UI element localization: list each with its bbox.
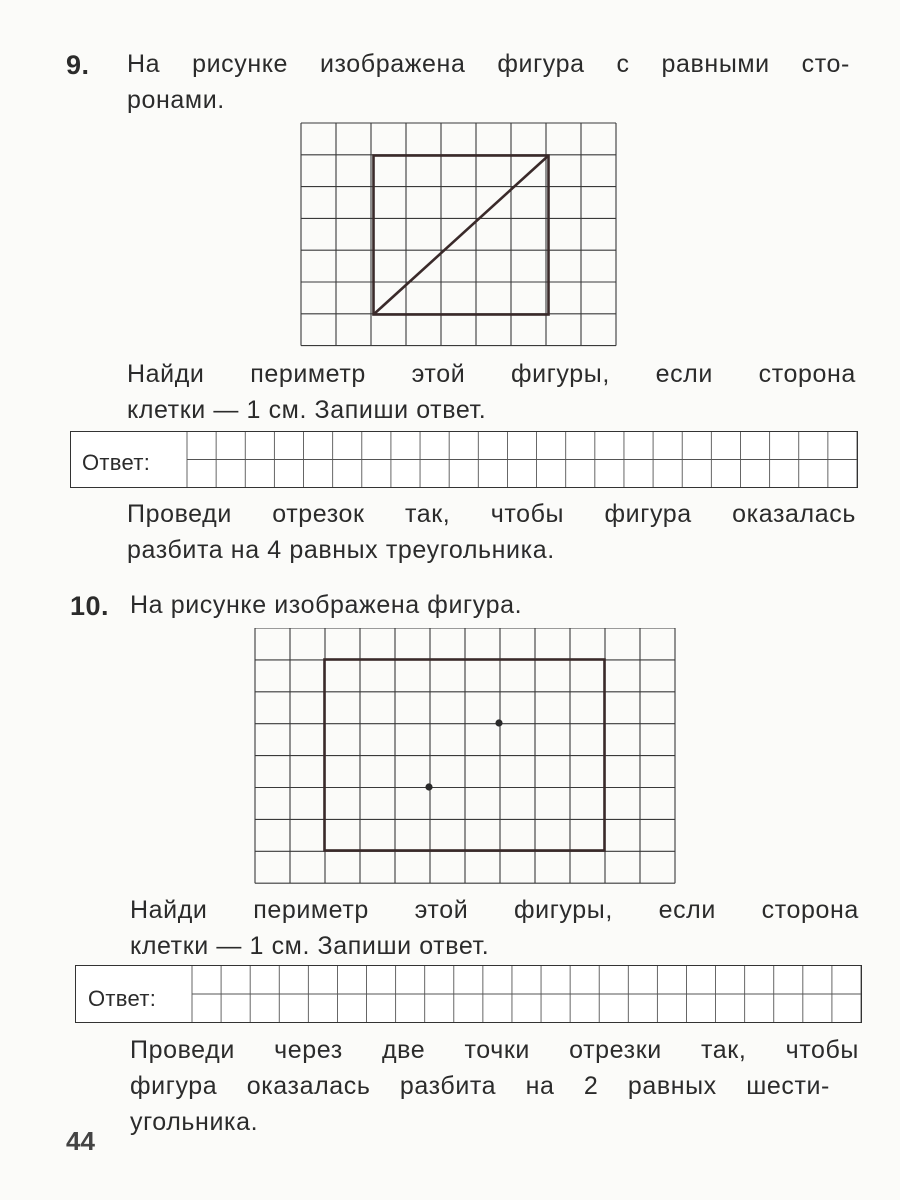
page-number: 44 [66, 1126, 95, 1156]
task10-point-lower [425, 783, 432, 790]
word: чтобы [785, 1036, 859, 1064]
word: отрезок [272, 500, 365, 528]
word: оказалась [732, 500, 856, 528]
task9-instruction-line1 [127, 500, 856, 529]
task9-question-line1 [127, 360, 856, 389]
task9-number: 9. [66, 50, 90, 80]
task9-intro-line1 [127, 50, 850, 79]
word: разбита [399, 1072, 497, 1100]
word: Проведи [130, 1036, 235, 1064]
word: две [381, 1036, 426, 1064]
word: сторона [761, 896, 859, 924]
word: изображена [319, 50, 466, 78]
word: точки [464, 1036, 530, 1064]
word: рисунке [192, 50, 289, 78]
task10-grid-figure [254, 628, 676, 884]
word: этой [411, 360, 466, 388]
task10-answer-label: Ответ: [88, 986, 157, 1011]
word: с [616, 50, 630, 78]
word: Проведи [127, 500, 232, 528]
task10-answer-cells[interactable] [76, 966, 861, 1022]
word: Найди [130, 896, 208, 924]
word: этой [414, 896, 469, 924]
task10-question-line2: клетки — 1 см. Запиши ответ. [130, 932, 490, 960]
task9-answer-box[interactable] [70, 431, 858, 488]
word: 2 [583, 1072, 599, 1100]
word: отрезки [569, 1036, 662, 1064]
task9-instruction-line2: разбита на 4 равных треугольника. [127, 536, 555, 564]
task10-point-upper [495, 719, 502, 726]
task9-answer-label: Ответ: [82, 450, 151, 475]
word: так, [404, 500, 451, 528]
word: сторона [758, 360, 856, 388]
task10-number: 10. [70, 591, 110, 621]
word: периметр [253, 896, 369, 924]
word: фигуры, [513, 896, 613, 924]
task10-instruction-line3: угольника. [130, 1108, 259, 1136]
task9-question-line2: клетки — 1 см. Запиши ответ. [127, 396, 487, 424]
word: На [127, 50, 161, 78]
word: оказалась [246, 1072, 371, 1100]
word: фигура [604, 500, 692, 528]
word: через [274, 1036, 343, 1064]
task10-grid-lines [255, 628, 675, 883]
task9-intro-line2: ронами. [127, 86, 225, 114]
word: на [525, 1072, 555, 1100]
word: сто- [801, 50, 850, 78]
word: если [658, 896, 716, 924]
task10-answer-box[interactable] [75, 965, 862, 1023]
word: равными [661, 50, 770, 78]
task9-answer-cells[interactable] [71, 432, 857, 487]
word: периметр [250, 360, 366, 388]
task10-intro: На рисунке изображена фигура. [130, 591, 523, 619]
word: равных [627, 1072, 717, 1100]
word: фигура [497, 50, 585, 78]
task10-question-line1 [130, 896, 859, 925]
task10-instruction-line2 [130, 1072, 830, 1101]
task9-diagonal-segment [374, 156, 549, 315]
word: шести- [746, 1072, 830, 1100]
task10-instruction-line1 [130, 1036, 859, 1065]
word: если [655, 360, 713, 388]
word: фигуры, [510, 360, 610, 388]
word: чтобы [490, 500, 565, 528]
word: Найди [127, 360, 205, 388]
word: так, [701, 1036, 747, 1064]
word: фигура [130, 1072, 218, 1100]
task9-grid-figure [300, 121, 618, 347]
